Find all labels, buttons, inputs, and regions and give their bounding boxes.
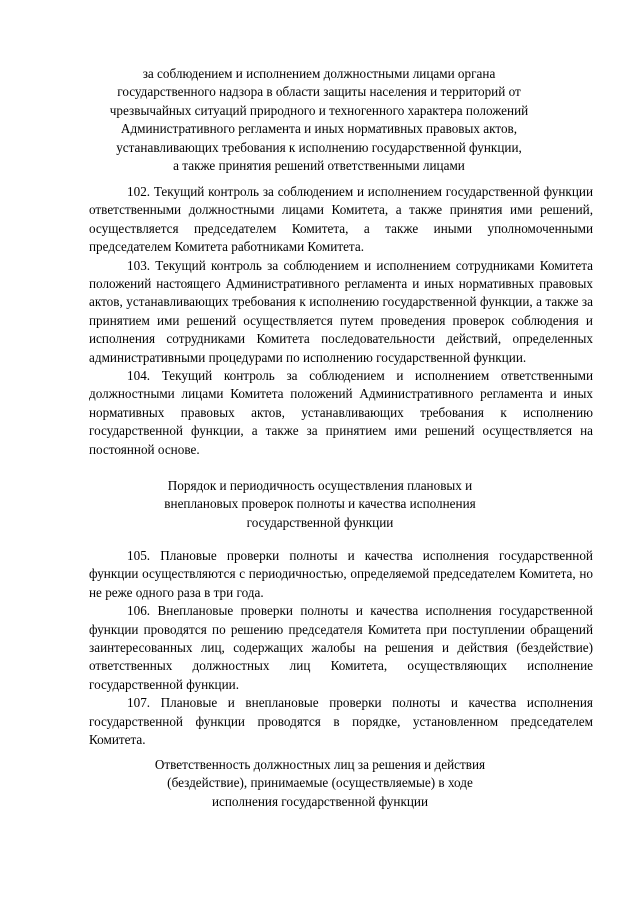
heading-line: а также принятия решений ответственными лицами bbox=[173, 158, 465, 174]
paragraph-107: 107. Плановые и внеплановые проверки полноты и качества исполнения государственной функции проводятся в порядке, установленном председателем Комитета. bbox=[89, 695, 593, 748]
heading-line: (бездействие), принимаемые (осуществляемые) в ходе bbox=[167, 775, 473, 791]
heading-line: за соблюдением и исполнением должностными лицами органа bbox=[142, 66, 496, 81]
heading-line: внеплановых проверок полноты и качества исполнения bbox=[164, 496, 476, 512]
heading-line: исполнения государственной функции bbox=[211, 793, 429, 809]
paragraph-106: 106. Внеплановые проверки полноты и качества исполнения государственной функции проводятся по решению председателя Комитета при поступлении обращений заинтересованных лиц, содержащих жалобы на решения и действия (бездействие) ответственных должностных лиц Комитета, осуществляющих исполнение государственной функции. bbox=[89, 603, 593, 692]
section-heading-responsibility bbox=[120, 756, 520, 811]
heading-line: чрезвычайных ситуаций природного и техногенного характера положений bbox=[109, 102, 529, 118]
heading-line: устанавливающих требования к исполнению государственной функции, bbox=[116, 139, 522, 155]
heading-line: государственной функции bbox=[246, 514, 394, 530]
paragraph-105: 105. Плановые проверки полноты и качества исполнения государственной функции осуществляются с периодичностью, определяемой председателем Комитета, но не реже одного раза в три года. bbox=[89, 548, 593, 600]
paragraph-104: 104. Текущий контроль за соблюдением и исполнением ответственными должностными лицами Комитета положений Административного регламента и иных нормативных правовых актов, устанавливающих требования к исполнению государственной функции, а также за принятием ими решений осуществляется на постоянной основе. bbox=[89, 368, 593, 457]
section-heading-control bbox=[60, 65, 578, 175]
heading-line: Порядок и периодичность осуществления плановых и bbox=[167, 478, 473, 493]
paragraph-block-current-control bbox=[89, 183, 593, 459]
paragraph-block-inspections bbox=[89, 547, 593, 749]
heading-line: государственного надзора в области защиты населения и территорий от bbox=[117, 84, 521, 100]
heading-line: Ответственность должностных лиц за решения и действия bbox=[154, 757, 486, 772]
paragraph-102: 102. Текущий контроль за соблюдением и исполнением государственной функции ответственными должностными лицами Комитета, а также принятия ими решений, осуществляется председателем Комитета, а также иными уполномоченными председателем Комитета работниками Комитета. bbox=[89, 184, 593, 255]
paragraph-103: 103. Текущий контроль за соблюдением и исполнением сотрудниками Комитета положений настоящего Административного регламента и иных нормативных правовых актов, устанавливающих требования к исполнению государственной функции, а также за принятием ими решений осуществляется путем проведения проверок соблюдения и исполнения сотрудниками Комитета последовательности действий, определенных административными процедурами по исполнению государственной функции. bbox=[89, 257, 593, 365]
section-heading-inspections bbox=[120, 477, 520, 532]
heading-line: Административного регламента и иных нормативных правовых актов, bbox=[120, 121, 518, 137]
